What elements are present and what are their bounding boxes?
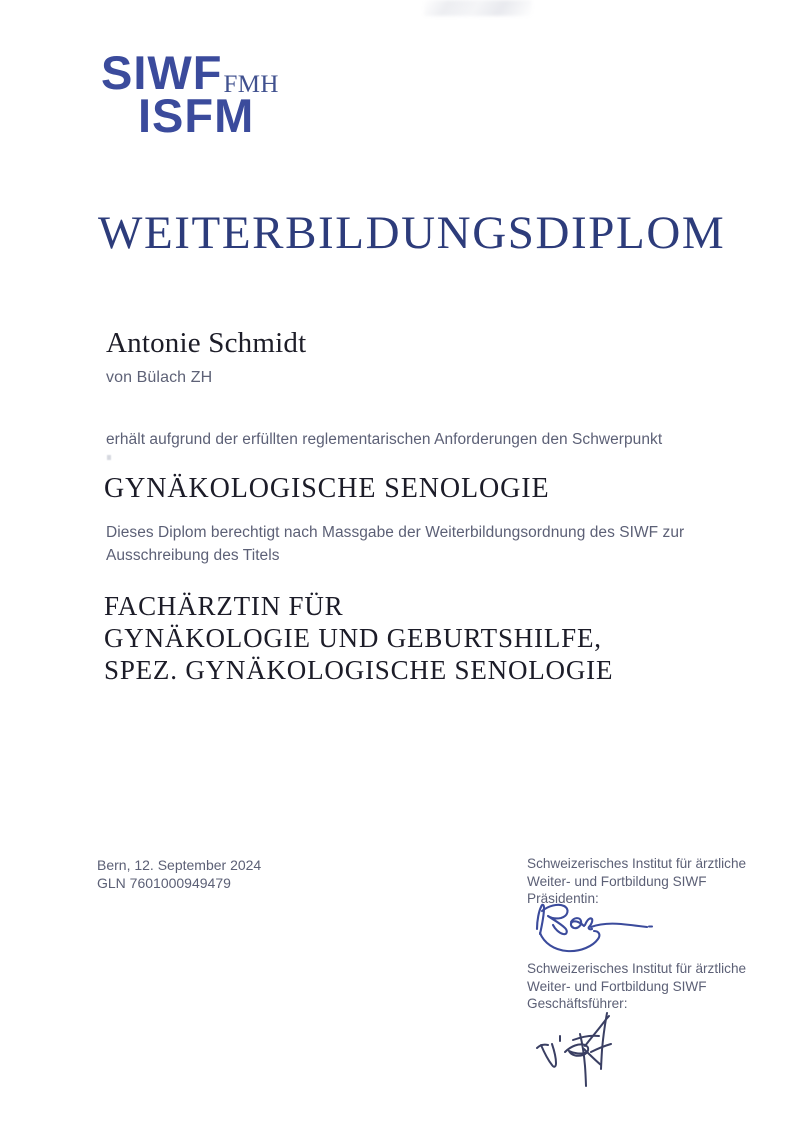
signature-block-managing-director <box>527 960 746 1013</box>
logo-text-fmh: FMH <box>223 71 279 98</box>
recipient-origin: von Bülach ZH <box>106 369 213 386</box>
scan-artifact-smudge <box>424 0 532 16</box>
presidential-signature <box>527 898 657 961</box>
entitlement-title-line-2: GYNÄKOLOGIE UND GEBURTSHILFE, <box>104 623 602 653</box>
signature-org-line-1: Schweizerisches Institut für ärztliche <box>527 961 747 976</box>
signature-role: Präsidentin: <box>527 891 599 906</box>
signature-org-line-2: Weiter- und Fortbildung SIWF <box>527 978 707 994</box>
page-title: WEITERBILDUNGSDIPLOM <box>98 207 726 259</box>
logo-row-isfm <box>101 89 401 142</box>
logo-text-siwf: SIWF <box>101 46 223 99</box>
entitlement-title-block <box>104 590 613 686</box>
signature-org-line-2: Weiter- und Fortbildung SIWF <box>527 873 707 889</box>
scan-artifact-speck <box>107 455 111 460</box>
managing-director-signature <box>527 1008 657 1093</box>
award-intro-text: erhält aufgrund der erfüllten reglementarischen Anforderungen den Schwerpunkt <box>106 431 663 448</box>
entitlement-text: Dieses Diplom berechtigt nach Massgabe der Weiterbildungsordnung des SIWF zur Ausschreibung des Titels <box>106 524 685 564</box>
logo-text-isfm: ISFM <box>138 89 255 142</box>
issue-info <box>97 856 261 892</box>
recipient-name: Antonie Schmidt <box>106 327 307 359</box>
award-focus-heading: GYNÄKOLOGISCHE SENOLOGIE <box>104 473 550 504</box>
issue-gln: GLN 7601000949479 <box>97 875 231 891</box>
entitlement-title-line-3: SPEZ. GYNÄKOLOGISCHE SENOLOGIE <box>104 655 614 685</box>
entitlement-title-line-1: FACHÄRZTIN FÜR <box>104 591 344 621</box>
signature-role: Geschäftsführer: <box>527 996 628 1011</box>
signature-org-line-1: Schweizerisches Institut für ärztliche <box>527 856 747 871</box>
issue-place-date: Bern, 12. September 2024 <box>97 857 262 873</box>
siwf-isfm-logo <box>101 46 401 142</box>
logo-row-siwf <box>101 46 401 99</box>
